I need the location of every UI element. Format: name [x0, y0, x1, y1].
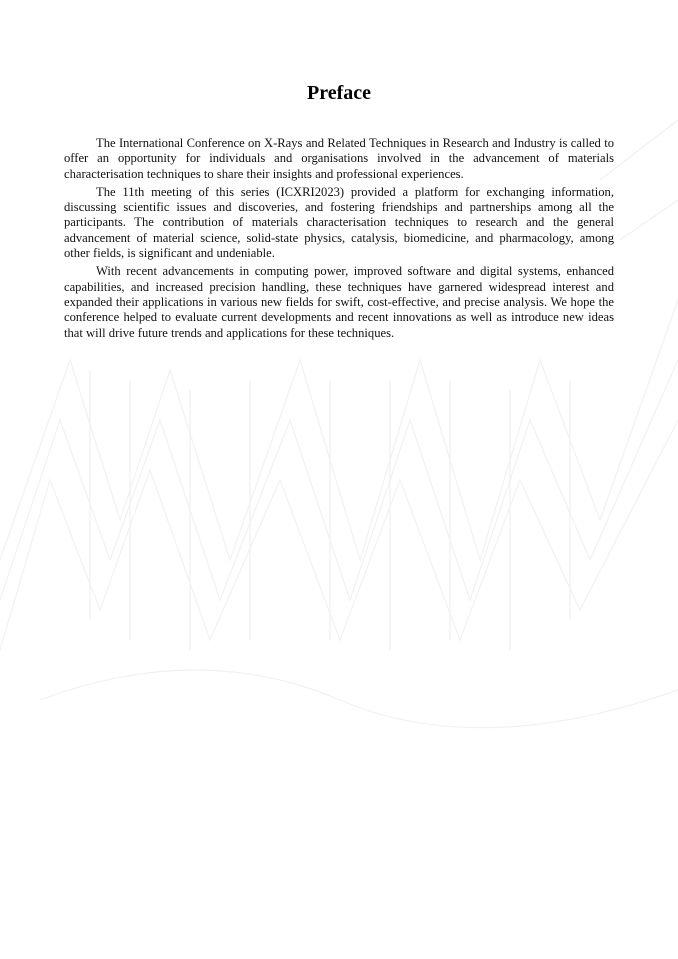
- paragraph: The International Conference on X-Rays and Related Techniques in Research and Industry is called to offer an opportunity for individuals and organisations involved in the advancement of materials characterisation techniques to share their insights and professional experiences.: [64, 136, 614, 181]
- page-title: Preface: [306, 82, 372, 104]
- preface-body: [64, 136, 614, 344]
- paragraph: With recent advancements in computing power, improved software and digital systems, enhanced capabilities, and increased precision handling, these techniques have garnered widespread interest and expanded their applications in various new fields for swift, cost-effective, and precise analysis. We hope the conference helped to evaluate current developments and recent innovations as well as introduce new ideas that will drive future trends and applications for these techniques.: [64, 264, 614, 340]
- paragraph: The 11th meeting of this series (ICXRI2023) provided a platform for exchanging information, discussing scientific issues and discoveries, and fostering friendships and partnerships among all the participants. The contribution of materials characterisation techniques to research and the general advancement of material science, solid-state physics, catalysis, biomedicine, and pharmacology, among other fields, is significant and undeniable.: [64, 184, 614, 261]
